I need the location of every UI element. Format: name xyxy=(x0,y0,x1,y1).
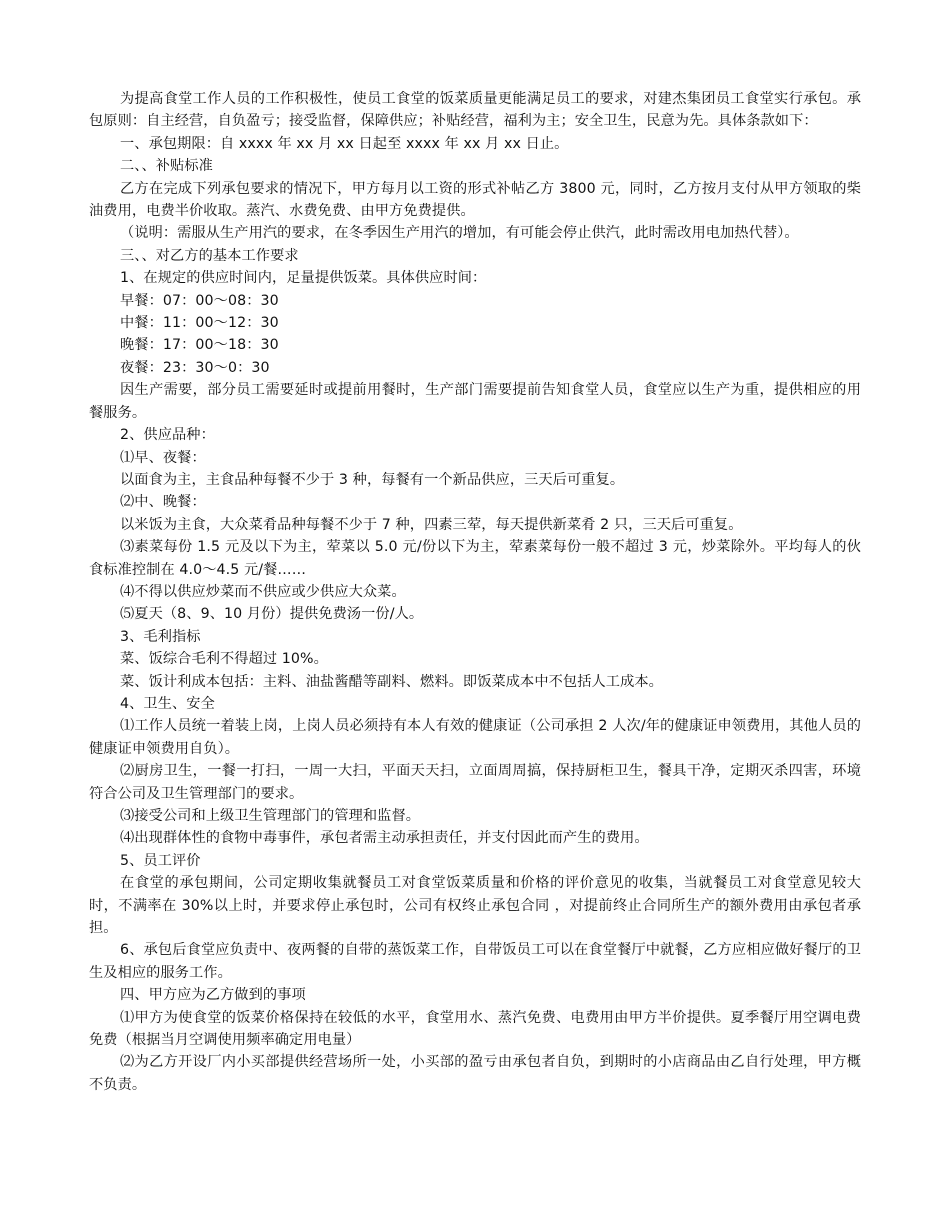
intro-paragraph: 为提高食堂工作人员的工作积极性，使员工食堂的饭菜质量更能满足员工的要求，对建杰集团员工食堂实行承包。承包原则：自主经营，自负盈亏；接受监督，保障供应；补贴经营，福利为主；安全卫生，民意为先。具体条款如下： xyxy=(89,91,861,130)
party-a-item-2: ⑵为乙方开设厂内小买部提供经营场所一处，小买部的盈亏由承包者自负，到期时的小店商品由乙自行处理，甲方概不负责。 xyxy=(89,1054,861,1093)
schedule-lunch: 中餐：11：00～12：30 xyxy=(120,315,279,332)
lunch-dinner-text: 以米饭为主食，大众菜肴品种每餐不少于 7 种，四素三荤，每天提供新菜肴 2 只，三天后可重复。 xyxy=(120,516,743,533)
item-supply-time: 1、在规定的供应时间内，足量提供饭菜。具体供应时间： xyxy=(120,270,487,287)
staff-evaluation-text: 在食堂的承包期间，公司定期收集就餐员工对食堂饭菜质量和价格的评价意见的收集，当就餐员工对食堂意见较大时，不满率在 30%以上时，并要求停止承包时，公司有权终止承包合同 ，对提前终止合同所生产的额外费用由承包者承担。 xyxy=(89,875,861,937)
schedule-dinner: 晚餐：17：00～18：30 xyxy=(120,337,279,354)
section-heading-subsidy: 二、、补贴标准 xyxy=(120,158,213,175)
section-heading-requirements: 三、、对乙方的基本工作要求 xyxy=(120,247,299,264)
hygiene-rule-4: ⑷出现群体性的食物中毒事件，承包者需主动承担责任，并支付因此而产生的费用。 xyxy=(120,830,649,847)
document-body xyxy=(89,88,861,1096)
subsidy-note: （说明：需服从生产用汽的要求，在冬季因生产用汽的增加，有可能会停止供汽，此时需改用电加热代替）。 xyxy=(120,225,799,242)
schedule-note: 因生产需要，部分员工需要延时或提前用餐时，生产部门需要提前告知食堂人员，食堂应以生产为重，提供相应的用餐服务。 xyxy=(89,382,861,421)
popular-dish-rule: ⑷不得以供应炒菜而不供应或少供应大众菜。 xyxy=(120,583,406,600)
party-a-item-1: ⑴甲方为使食堂的饭菜价格保持在较低的水平，食堂用水、蒸汽免费、电费用由甲方半价提供。夏季餐厅用空调电费免费（根据当月空调使用频率确定用电量） xyxy=(89,1009,861,1049)
subitem-breakfast-night: ⑴早、夜餐： xyxy=(120,449,206,466)
breakfast-night-text: 以面食为主，主食品种每餐不少于 3 种，每餐有一个新品供应，三天后可重复。 xyxy=(120,471,625,488)
item-gross-margin: 3、毛利指标 xyxy=(120,628,201,645)
section-contract-period: 一、承包期限：自 xxxx 年 xx 月 xx 日起至 xxxx 年 xx 月 xx 日止。 xyxy=(120,135,569,152)
subitem-lunch-dinner: ⑵中、晚餐： xyxy=(120,494,206,511)
item-hygiene-safety: 4、卫生、安全 xyxy=(120,695,215,712)
pricing-text: ⑶素菜每份 1.5 元及以下为主，荤菜以 5.0 元/份以下为主，荤素菜每份一般不超过 3 元，炒菜除外。平均每人的伙食标准控制在 4.0～4.5 元/餐…… xyxy=(89,539,861,578)
hygiene-rule-1: ⑴工作人员统一着装上岗，上岗人员必须持有本人有效的健康证（公司承担 2 人次/年的健康证申领费用，其他人员的健康证申领费用自负）。 xyxy=(89,718,861,757)
schedule-night-meal: 夜餐：23：30～0：30 xyxy=(120,359,270,376)
hygiene-rule-2: ⑵厨房卫生，一餐一打扫，一周一大扫，平面天天扫，立面周周搞，保持厨柜卫生，餐具干净，定期灭杀四害，环境符合公司及卫生管理部门的要求。 xyxy=(89,763,861,802)
schedule-breakfast: 早餐：07：00～08：30 xyxy=(120,292,279,309)
item-varieties: 2、供应品种： xyxy=(120,427,215,444)
gross-margin-text: 菜、饭综合毛利不得超过 10%。 xyxy=(120,651,328,668)
section-heading-party-a: 四、甲方应为乙方做到的事项 xyxy=(120,987,306,1004)
cost-composition-text: 菜、饭计利成本包括：主料、油盐酱醋等副料、燃料。即饭菜成本中不包括人工成本。 xyxy=(120,673,663,690)
item-staff-evaluation: 5、员工评价 xyxy=(120,852,201,869)
summer-soup-rule: ⑸夏天（8、9、10 月份）提供免费汤一份/人。 xyxy=(120,606,424,623)
item-self-brought-meals: 6、承包后食堂应负责中、夜两餐的自带的蒸饭菜工作，自带饭员工可以在食堂餐厅中就餐，乙方应相应做好餐厅的卫生及相应的服务工作。 xyxy=(89,942,861,981)
hygiene-rule-3: ⑶接受公司和上级卫生管理部门的管理和监督。 xyxy=(120,808,421,824)
subsidy-paragraph: 乙方在完成下列承包要求的情况下，甲方每月以工资的形式补帖乙方 3800 元，同时，乙方按月支付从甲方领取的柴油费用，电费半价收取。蒸汽、水费免费、由甲方免费提供。 xyxy=(89,180,861,220)
